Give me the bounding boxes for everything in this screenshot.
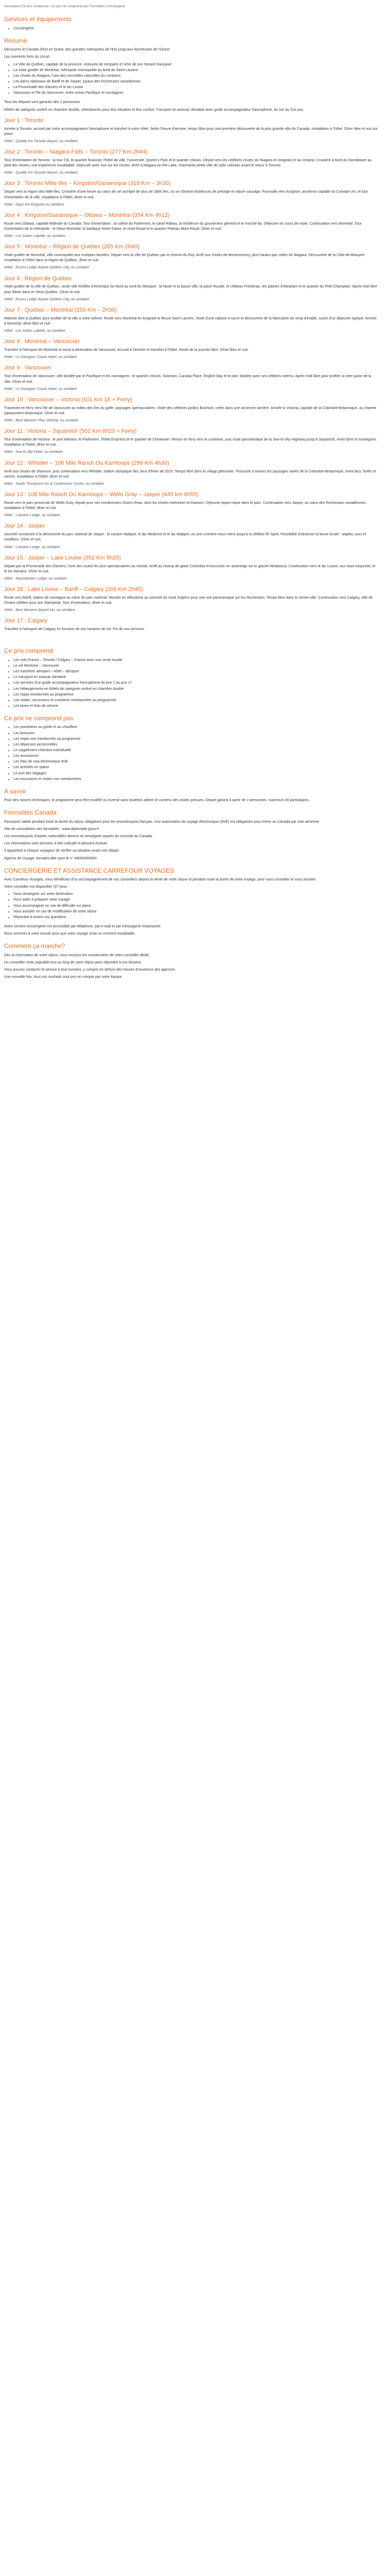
list-item: • Vous accompagner en cas de difficulté sur place	[13, 904, 379, 909]
includes-list	[4, 658, 379, 709]
day-hotel: Hôtel : Quality Inn Toronto Airport, ou similaire	[4, 171, 78, 175]
day-block	[4, 460, 379, 487]
day-block	[4, 212, 379, 239]
services-title: Services et équipements	[4, 15, 72, 23]
day-hotel: Hôtel : Le Georgian Courts Hotel, ou similaire	[4, 387, 77, 391]
day-hotel: Hôtel : Sea to Sky Hotel, ou similaire	[4, 450, 63, 454]
day-block	[4, 554, 379, 582]
list-item: • Le port des bagages	[13, 771, 379, 776]
list-item: • Le vol Montréal – Vancouver	[13, 664, 379, 669]
day-description: Transfert à l'aéroport de Montréal et envol à destination de Vancouver. Accueil à l'arrivée et transfert à l'hôtel. Reste de la journée libre. Dîner libre et nuit.	[4, 348, 249, 352]
summary-intro: Découvrez le Canada d'Est en Ouest, des grandes métropoles de l'Est jusqu'aux Rocheuses de l'Ouest.	[4, 48, 171, 52]
concierge-how-title: Comment ça marche?	[4, 942, 66, 950]
list-item: • Le transport en autocar climatisé	[13, 675, 379, 680]
day-block	[4, 275, 379, 302]
day-block	[4, 243, 379, 270]
excludes-list	[4, 725, 379, 782]
list-item: • Les services d'un guide accompagnateur francophone du jour 1 au jour 17	[13, 681, 379, 686]
day-description: Visite guidée de Montréal, ville cosmopolite aux multiples facettes. Départ vers la ville de Québec par le chemin du Roy. Arrêt aux chutes de Montmorency, plus hautes que celles du Niagara. Découverte de la Côte-de-Beaupré. Installation à l'hôtel dans la région de Québec, dîner et nuit.	[4, 253, 366, 263]
savoir-title: A savoir	[4, 787, 26, 795]
concierge-p4: Nous sommes à votre écoute pour que votre voyage reste un moment inoubliable.	[4, 932, 136, 936]
list-item: • Répondre à toutes vos questions	[13, 915, 379, 920]
day-title: Jour 8 : Montréal – Vancouver	[4, 338, 80, 345]
day-hotel: Hôtel : Le Georgian Courts Hotel, ou similaire	[4, 355, 77, 360]
concierge-p3: Notre service conciergerie est accessible par téléphone, par e-mail et par messagerie instantanée.	[4, 925, 162, 929]
day-hotel: Hôtel : Econo Lodge Airport Québec City, ou similaire	[4, 297, 89, 301]
formalites-title: Formalités Canada	[4, 809, 57, 817]
day-description: Transfert à l'aéroport de Calgary en fonction de vos horaires de vol. Fin de nos services.	[4, 628, 145, 632]
concierge-p2: Votre conseiller est disponible 7j/7 pour :	[4, 885, 69, 889]
formalites-p5: Il appartient à chaque voyageur de vérifier sa situation avant son départ.	[4, 849, 120, 853]
top-nav-line: Description Ce prix comprend / Ce prix ne comprend pas Formalités Conciergerie	[4, 5, 125, 8]
day-block	[4, 117, 379, 144]
day-hotel: Hôtel : Les Suites Labelle, ou similaire	[4, 234, 66, 239]
includes-title: Ce prix comprend	[4, 647, 53, 655]
list-item: • La Promenade des Glaciers et le lac Louise	[13, 85, 379, 90]
day-title: Jour 17 : Calgary	[4, 618, 47, 624]
day-description: Départ par la Promenade des Glaciers, l'une des routes les plus spectaculaires au monde. Arrêt au champ de glace Columbia et excursion en autoneige sur le glacier Athabasca. Continuation vers le lac Louise, aux eaux turquoise, et le lac Moraine. Dîner et nuit.	[4, 564, 376, 573]
services-list	[4, 26, 379, 31]
day-block	[4, 364, 379, 392]
list-item: • La Ville de Québec, capitale de la province, entourée de remparts et riche de son histoire française	[13, 62, 379, 67]
day-block	[4, 148, 379, 176]
list-item: • Les repas mentionnés au programme	[13, 692, 379, 698]
day-title: Jour 2 : Toronto – Niagara Falls – Toronto (277 Km 2h44)	[4, 149, 148, 156]
day-title: Jour 9 : Vancouver	[4, 365, 52, 371]
list-item: • Les excursions et visites non mentionnées	[13, 777, 379, 782]
summary-highlights-label: Les moments forts du circuit :	[4, 55, 52, 59]
day-block	[4, 307, 379, 334]
concierge-p5: Dès la réservation de votre séjour, vous recevez les coordonnées de votre conseiller dédié.	[4, 953, 150, 957]
day-description: Arrêt aux chutes de Shannon, puis continuation vers Whistler, station olympique des Jeux d'hiver de 2010. Temps libre dans le village piétonnier. Poursuite à travers les paysages variés de la Colombie-Britannique, entre lacs, forêts et ranchs. Installation à l'hôtel, dîner et nuit.	[4, 469, 377, 479]
concierge-title: CONCIERGERIE ET ASSISTANCE CARREFOUR VOYAGES	[4, 867, 174, 874]
day-block	[4, 396, 379, 423]
concierge-p1: Avec Carrefour Voyages, vous bénéficiez d'un accompagnement de nos conseillers depuis la vente de votre séjour et pendant toute la durée de votre voyage, pour vous conseiller et vous assister.	[4, 878, 317, 882]
day-title: Jour 11 : Victoria – Squamish (502 Km 6h20 + Ferry)	[4, 428, 137, 435]
day-description: Visite guidée de la ville de Québec, seule ville fortifiée d'Amérique du Nord au nord du Mexique : la haute et la basse ville, la place Royale, le château Frontenac, les plaines d'Abraham et le quartier du Petit Champlain. Après-midi libre pour flâner dans le Vieux-Québec. Dîner et nuit.	[4, 285, 378, 294]
day-hotel: Hôtel : Lobstick Lodge, ou similaire	[4, 514, 60, 518]
summary-highlights	[4, 62, 379, 96]
day-description: Route vers Banff, station de montagne au cœur du parc national. Montée en télécabine au sommet du mont Sulphur pour une vue panoramique sur les Rocheuses. Temps libre dans le centre-ville. Continuation vers Calgary, ville de l'Ouest célèbre pour son Stampede. Tour d'orientation, dîner et nuit.	[4, 596, 373, 605]
day-title: Jour 12 : Whistler – 108 Mile Ranch Ou Kamloops (299 Km 4h30)	[4, 460, 169, 466]
day-description: Tour d'orientation de Toronto : la tour CN, le quartier financier, l'hôtel de ville, l'université, Queen's Park et le quartier chinois. Départ vers les célèbres chutes du Niagara en longeant le lac Ontario. Croisière à bord du Hornblower au pied des chutes, une expérience inoubliable. Déjeuner avec vue sur les chutes. Arrêt à Niagara-on-the-Lake, charmante petite ville de style colonial, avant le retour à Toronto.	[4, 159, 372, 168]
day-description: Tour d'orientation de Vancouver, ville bordée par le Pacifique et les montagnes : le quartier chinois, Gastown, Canada Place, English Bay et le parc Stanley avec ses célèbres totems. Après-midi libre pour profiter à votre guise de la ville. Dîner et nuit.	[4, 375, 371, 384]
day-hotel: Hôtel : Days Inn Kingston ou similaire	[4, 202, 64, 207]
day-title: Jour 6 : Région de Québec	[4, 275, 72, 282]
formalites-p4: Les informations sont données à titre indicatif et peuvent évoluer.	[4, 842, 108, 846]
day-title: Jour 4 : Kingston/Gananoque – Ottawa – Montréal (354 Km 4h12)	[4, 212, 170, 218]
list-item: • Les repas non mentionnés au programme	[13, 737, 379, 742]
day-title: Jour 1 : Toronto	[4, 117, 44, 124]
list-item: • Les visites, excursions et croisières mentionnées au programme	[13, 698, 379, 703]
day-hotel: Hôtel : Best Western Airport Inn, ou similaire	[4, 608, 75, 613]
summary-departures: Tous les départs sont garantis dès 2 personnes.	[4, 100, 81, 105]
day-title: Jour 3 : Toronto Mille Iles – Kingston/Gananoque (318 Km – 3h30)	[4, 180, 171, 187]
day-title: Jour 14 : Jasper	[4, 523, 45, 530]
list-item: • Les transferts aéroport – hôtel – aéroport	[13, 669, 379, 674]
concierge-p6: Un conseiller reste joignable tout au long de votre séjour pour répondre à vos besoins.	[4, 960, 142, 964]
concierge-list	[4, 892, 379, 920]
day-hotel: Hôtel : Quality Inn Toronto Airport, ou similaire	[4, 139, 78, 143]
list-item: • Les chutes du Niagara, l'une des merveilles naturelles du continent	[13, 74, 379, 79]
day-description: Route vers Ottawa, capitale fédérale du Canada. Tour d'orientation : la colline du Parlement, le canal Rideau, la résidence du gouverneur général et le marché By. Déjeuner en cours de visite. Continuation vers Montréal. Tour d'orientation de la métropole : le Vieux-Montréal, la basilique Notre-Dame, le mont Royal et le quartier Plateau Mont-Royal. Dîner et nuit.	[4, 222, 362, 231]
list-item: • Vancouver et l'île de Vancouver, entre océan Pacifique et montagnes	[13, 91, 379, 96]
day-block	[4, 180, 379, 207]
day-description: Journée consacrée à la découverte du parc national de Jasper : le canyon Maligne, le lac Medicine et le lac Maligne, où une croisière vous mène jusqu'à la célèbre île Spirit. Possibilité d'observer la faune locale : wapitis, ours et mouflons. Dîner et nuit.	[4, 533, 366, 542]
list-item: • Le supplément chambre individuelle	[13, 748, 379, 753]
day-title: Jour 10 : Vancouver – Victoria (101 Km 1h + Ferry)	[4, 396, 133, 403]
list-item: • Les dépenses personnelles	[13, 742, 379, 748]
concierge-p8: Une nouvelle fois, tous vos souhaits sont pris en compte par notre équipe.	[4, 975, 123, 979]
day-title: Jour 7 : Québec – Montréal (250 Km – 2h30)	[4, 307, 117, 313]
day-description: Tour d'orientation de Victoria : le port intérieur, le Parlement, l'hôtel Empress et le quartier de Chinatown. Retour en ferry vers le continent, puis route panoramique de la Sea-to-Sky Highway jusqu'à Squamish, entre fjord et montagnes. Installation à l'hôtel, dîner et nuit.	[4, 438, 377, 447]
day-hotel: Hôtel : South Thompson Inn & Conference Center, ou similaire	[4, 482, 104, 486]
savoir-text: Pour des raisons techniques, le programme peut être modifié ou inversé sans toutefois altérer le contenu des visites prévues. Départ garanti à partir de 2 personnes, maximum 45 participants.	[4, 799, 310, 803]
list-item: • Les taxes et frais de service	[13, 704, 379, 709]
product-page	[0, 0, 383, 1003]
day-title: Jour 16 : Lake Louise – Banff – Calgary (209 Km 2h45)	[4, 586, 143, 592]
day-title: Jour 15 : Jasper – Lake Louise (352 Km 5h25)	[4, 554, 121, 561]
summary-hotels: Hôtels de catégorie confort en chambre double, sélectionnés pour leur situation et leur confort. Transport en autocar climatisé avec guide accompagnateur francophone, du 1er au 21e jour.	[4, 108, 304, 112]
day-description: Route vers le parc provincial de Wells Gray, réputé pour ses nombreuses chutes d'eau, dont les chutes Helmcken et Dawson. Déjeuner pique-nique dans le parc. Continuation vers Jasper, au cœur des Rocheuses canadiennes. Installation à l'hôtel, dîner et nuit.	[4, 501, 367, 510]
day-title: Jour 5 : Montréal – Région de Québec (265 Km 2h40)	[4, 244, 140, 250]
formalites-p3: Les ressortissants d'autres nationalités doivent se renseigner auprès du consulat du Canada.	[4, 835, 153, 839]
day-hotel: Hôtel : Les Suites Labelle, ou similaire	[4, 329, 66, 333]
day-description: Départ vers la région des Mille-Îles. Croisière d'une heure au cœur de cet archipel de plus de 1800 îles, où se côtoient résidences de prestige et nature sauvage. Poursuite vers Kingston, ancienne capitale du Canada-Uni, et tour d'orientation de la ville. Installation à l'hôtel, dîner et nuit.	[4, 190, 368, 199]
day-description: Arrivée à Toronto, accueil par votre accompagnateur francophone et transfert à votre hôtel. Selon l'heure d'arrivée, temps libre pour une première découverte de la plus grande ville du Canada. Installation à l'hôtel. Dîner libre et nuit sur place.	[4, 127, 378, 136]
summary-title: Résumé	[4, 37, 27, 44]
day-description: Traversée en ferry vers l'île de Vancouver au milieu des îles du golfe, paysages spectaculaires. Visite des célèbres jardins Butchart, créés dans une ancienne carrière. Arrivée à Victoria, capitale de la Colombie-Britannique, au charme typiquement britannique. Dîner et nuit.	[4, 406, 377, 415]
day-block	[4, 586, 379, 613]
list-item: • Les frais de visa électronique AVE	[13, 759, 379, 765]
list-item: • Les pourboires au guide et au chauffeur	[13, 725, 379, 730]
list-item: • Les activités en option	[13, 765, 379, 770]
day-description: Matinée libre à Québec pour profiter de la ville à votre rythme. Route vers Montréal en longeant le fleuve Saint-Laurent. Visite d'une cabane à sucre et découverte de la fabrication du sirop d'érable, suivie d'un déjeuner typique. Arrivée à Montréal, dîner libre et nuit.	[4, 316, 377, 326]
day-block	[4, 491, 379, 518]
list-item: • Conciergerie	[13, 26, 379, 31]
formalites-p1: Passeport valide pendant toute la durée du séjour obligatoire pour les ressortissants français. Une autorisation de voyage électronique (AVE) est obligatoire pour entrer au Canada par voie aérienne.	[4, 820, 320, 824]
excludes-title: Ce prix ne comprend pas	[4, 715, 74, 722]
list-item: • Vous assister en cas de modification de votre séjour	[13, 909, 379, 914]
day-title: Jour 13 : 108 Mile Ranch Ou Kamloops – Wells Gray – Jasper (445 km 6h55)	[4, 491, 199, 498]
list-item: • Vous aider à préparer votre voyage	[13, 897, 379, 903]
list-item: • Les hébergements en hôtels de catégorie confort en chambre double	[13, 687, 379, 692]
day-block	[4, 428, 379, 455]
day-hotel: Hôtel : Mountaineer Lodge, ou similaire	[4, 577, 67, 581]
day-hotel: Hôtel : Lobstick Lodge, ou similaire	[4, 545, 60, 549]
day-hotel: Hôtel : Best Western Plus Victoria, ou similaire	[4, 419, 79, 423]
day-block	[4, 338, 379, 360]
list-item: • La visite guidée de Montréal, métropole cosmopolite au bord du Saint-Laurent	[13, 68, 379, 73]
concierge-p7: Vous pouvez contacter le service à tout moment, y compris en dehors des heures d'ouverture des agences.	[4, 968, 176, 972]
list-item: • Vous renseigner sur votre destination	[13, 892, 379, 897]
formalites-p6: Agence de voyage, immatriculée sous le n° IM000000000.	[4, 856, 98, 860]
list-item: • Les boissons	[13, 731, 379, 736]
day-block	[4, 522, 379, 550]
formalites-p2: Site de consultation des formalités : www.diplomatie.gouv.fr	[4, 827, 99, 831]
day-hotel: Hôtel : Econo Lodge Airport Québec City, ou similaire	[4, 266, 89, 270]
list-item: • Les vols France – Toronto / Calgary – France avec une seule escale	[13, 658, 379, 663]
itinerary	[4, 117, 379, 633]
day-block	[4, 617, 379, 632]
list-item: • Les assurances	[13, 754, 379, 759]
list-item: • Les parcs nationaux de Banff et de Jasper, joyaux des Rocheuses canadiennes	[13, 79, 379, 84]
